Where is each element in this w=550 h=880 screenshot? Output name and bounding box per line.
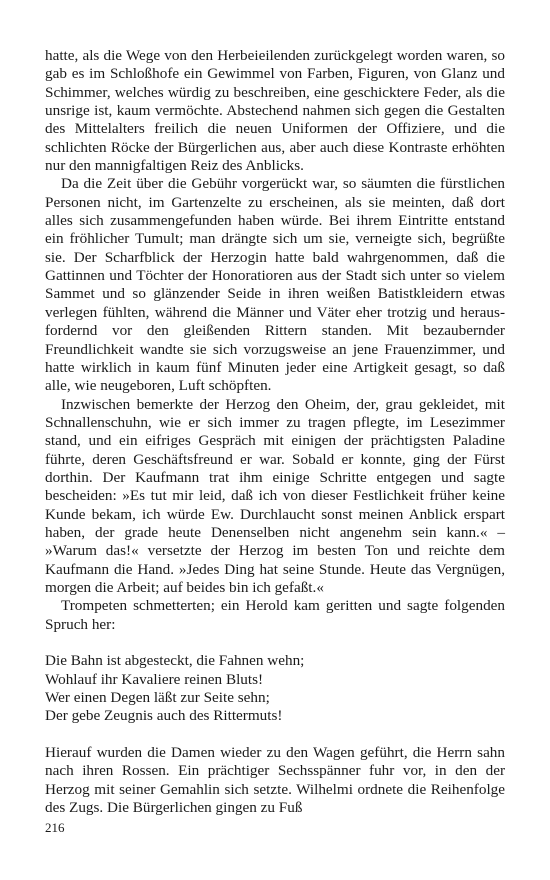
paragraph: Trompeten schmetterten; ein Herold kam geritten und sagte folgenden Spruch her:	[45, 597, 505, 633]
prose-block	[45, 47, 505, 634]
verse-line: Wer einen Degen läßt zur Seite sehn;	[45, 689, 270, 707]
paragraph: Hierauf wurden die Damen wieder zu den Wagen geführt, die Herrn sahn nach ihren Rossen. Ein prächtiger Sechsspänner fuhr vor, in den der Herzog mit seiner Gemahlin sich setzte. Wilhelmi ordnete die Reihenfolge des Zugs. Die Bürgerlichen gingen zu Fuß	[45, 744, 505, 817]
verse-line: Die Bahn ist abgesteckt, die Fahnen wehn;	[45, 652, 305, 670]
prose-block-closing	[45, 744, 505, 817]
page-number: 216	[45, 820, 65, 835]
verse-line: Wohlauf ihr Kavaliere reinen Bluts!	[45, 670, 264, 688]
page-body	[45, 47, 505, 817]
paragraph: hatte, als die Wege von den Herbeieilenden zurückgelegt worden waren, so gab es im Schloßhofe ein Gewimmel von Farben, Figuren, von Glanz und Schimmer, welches würdig zu beschreiben, eine geschicktere Feder, als die unsrige ist, kaum vermöchte. Abstechend nahmen sich gegen die Gestalten des Mittelalters freilich die neuen Uniformen der Offiziere, und die schlichten Röcke der Bürgerlichen aus, aber auch diese Kontraste erhöhten nur den mannigfaltigen Reiz des Anblicks.	[45, 47, 505, 175]
herald-verse	[45, 652, 505, 725]
paragraph: Da die Zeit über die Gebühr vorgerückt war, so säumten die fürstlichen Personen nicht, im Gartenzelte zu erscheinen, als sie meinten, daß dort alles sich zusammengefunden haben würde. Bei ihrem Eintritte entstand ein fröhlicher Tumult; man drängte sich um sie, verneigte sich, begrüßte sie. Der Scharfblick der Herzogin hatte bald wahrgenommen, daß die Gattinnen und Töchter der Honoratioren aus der Stadt sich unter so vielem Sammet und so glänzender Seide in ihren weißen Batistkleidern etwas verlegen fühlten, während die Männer und Väter eher trotzig und herausfordernd vor den gleißenden Rittern standen. Mit bezaubernder Freundlichkeit wandte sie sich vorzugsweise an jene Frauenzimmer, und hatte wirklich in kaum fünf Minuten jeder eine Artigkeit gesagt, so daß alle, wie neugeboren, Luft schöpften.	[45, 175, 505, 395]
verse-line: Der gebe Zeugnis auch des Rittermuts!	[45, 707, 283, 725]
paragraph: Inzwischen bemerkte der Herzog den Oheim, der, grau gekleidet, mit Schnallenschuhn, wie er sich immer zu tragen pflegte, im Lesezimmer stand, und ein eifriges Gespräch mit einigen der prächtigsten Paladine führte, deren Geschäftsfreund er war. Sobald er konnte, ging der Fürst dorthin. Der Kaufmann trat ihm einige Schritte entgegen und sagte bescheiden: »Es tut mir leid, daß ich von dieser Festlichkeit früher keine Kunde bekam, ich würde Ew. Durchlaucht sonst meinen Anblick erspart haben, der grade heute Denenselben nicht angenehm sein kann.« – »Warum das!« versetzte der Herzog im besten Ton und reichte dem Kaufmann die Hand. »Jedes Ding hat seine Stunde. Heute das Vergnügen, morgen die Arbeit; auf beides bin ich gefaßt.«	[45, 395, 505, 596]
